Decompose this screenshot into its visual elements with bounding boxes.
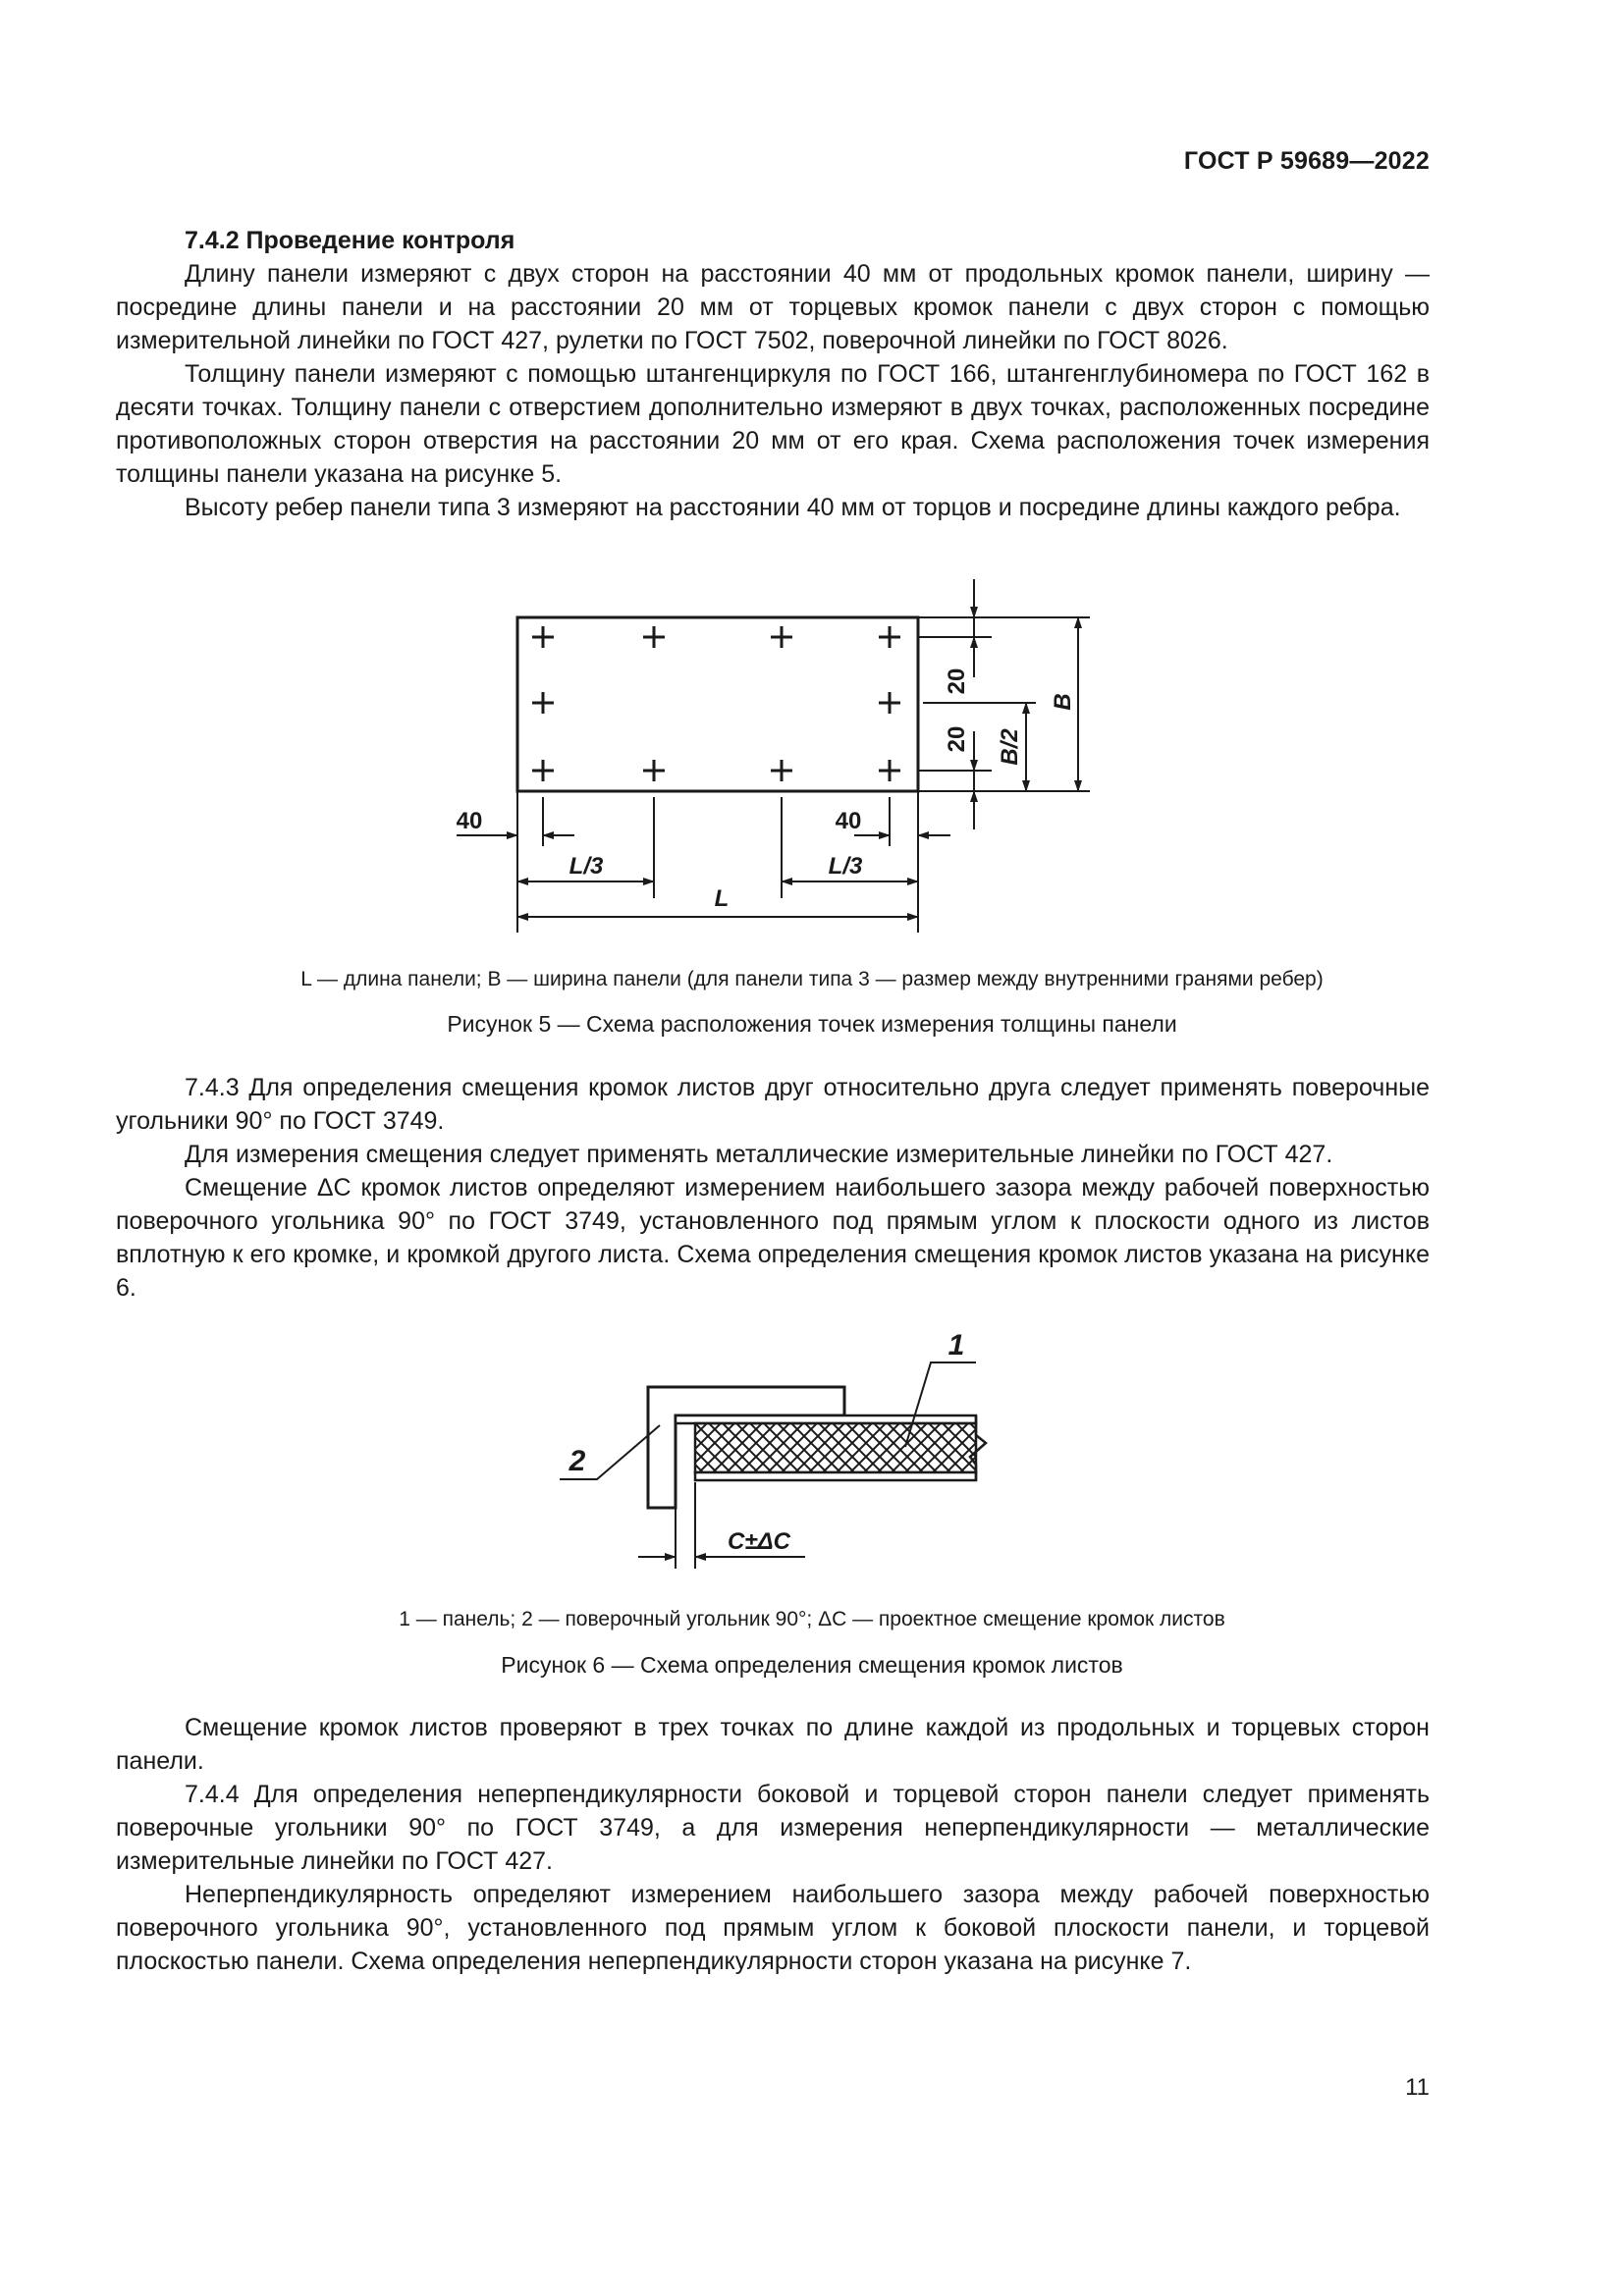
figure-6-legend: 1 — панель; 2 — поверочный угольник 90°; ΔC — проектное смещение кромок листов xyxy=(399,1608,1225,1630)
dim-b-half-label: B/2 xyxy=(997,728,1023,766)
page-number: 11 xyxy=(1405,2074,1430,2101)
dim-l-label: L xyxy=(714,885,730,912)
dim-l3-right-label: L/3 xyxy=(828,853,863,880)
paragraph: Длину панели измеряют с двух сторон на расстоянии 40 мм от продольных кромок панели, ширину — посредине длины панели и на расстоянии 20 мм от торцевых кромок панели с двух сторон с помощью измерительной линейки по ГОСТ 427, рулетки по ГОСТ 7502, поверочной линейки по ГОСТ 8026. xyxy=(116,260,1430,354)
panel-bottom-sheet xyxy=(695,1472,976,1480)
dim-40-left-label: 40 xyxy=(456,808,483,834)
callout-2-label: 2 xyxy=(568,1445,586,1477)
panel-core xyxy=(695,1423,976,1472)
paragraph: 7.4.4 Для определения неперпендикулярности боковой и торцевой сторон панели следует применять поверочные угольники 90° по ГОСТ 3749, а для измерения неперпендикулярности — металлические измерительные линейки по ГОСТ 427. xyxy=(116,1781,1430,1875)
dim-40-right-label: 40 xyxy=(835,808,862,834)
paragraph: Высоту ребер панели типа 3 измеряют на расстоянии 40 мм от торцов и посредине длины каждого ребра. xyxy=(185,494,1401,521)
callout-1-label: 1 xyxy=(947,1329,965,1362)
paragraph: Для измерения смещения следует применять металлические измерительные линейки по ГОСТ 427. xyxy=(185,1141,1333,1168)
dim-20-bottom-label: 20 xyxy=(944,725,970,753)
paragraph: Смещение кромок листов проверяют в трех точках по длине каждой из продольных и торцевых сторон панели. xyxy=(116,1714,1430,1775)
section-7-4-4 xyxy=(116,1711,1430,1978)
dim-l3-left-label: L/3 xyxy=(568,853,604,880)
figure-5-title: Рисунок 5 — Схема расположения точек измерения толщины панели xyxy=(447,1011,1177,1037)
dim-c-label: C±ΔC xyxy=(728,1528,790,1555)
paragraph: 7.4.3 Для определения смещения кромок листов друг относительно друга следует применять поверочные угольники 90° по ГОСТ 3749. xyxy=(116,1074,1430,1135)
figure-6-title: Рисунок 6 — Схема определения смещения кромок листов xyxy=(501,1652,1123,1678)
dim-20-top-label: 20 xyxy=(944,667,970,695)
section-heading: 7.4.2 Проведение контроля xyxy=(185,227,515,254)
dim-b-label: B xyxy=(1050,693,1076,711)
figure-5-legend: L — длина панели; B — ширина панели (для панели типа 3 — размер между внутренними гранями ребер) xyxy=(300,968,1324,990)
paragraph: Толщину панели измеряют с помощью штангенциркуля по ГОСТ 166, штангенглубиномера по ГОСТ 162 в десяти точках. Толщину панели с отверстием дополнительно измеряют в двух точках, расположенных посредине противоположных сторон отверстия на расстоянии 20 мм от его края. Схема расположения точек измерения толщины панели указана на рисунке 5. xyxy=(116,360,1430,488)
paragraph: Неперпендикулярность определяют измерением наибольшего зазора между рабочей поверхностью поверочного угольника 90°, установленного под прямым углом к боковой плоскости панели, и торцевой плоскостью панели. Схема определения неперпендикулярности сторон указана на рисунке 7. xyxy=(116,1881,1430,1975)
paragraph: Смещение ΔC кромок листов определяют измерением наибольшего зазора между рабочей поверхностью поверочного угольника 90° по ГОСТ 3749, установленного под прямым углом к плоскости одного из листов вплотную к его кромке, и кромкой другого листа. Схема определения смещения кромок листов указана на рисунке 6. xyxy=(116,1174,1430,1302)
document-code: ГОСТ Р 59689—2022 xyxy=(1183,147,1430,175)
